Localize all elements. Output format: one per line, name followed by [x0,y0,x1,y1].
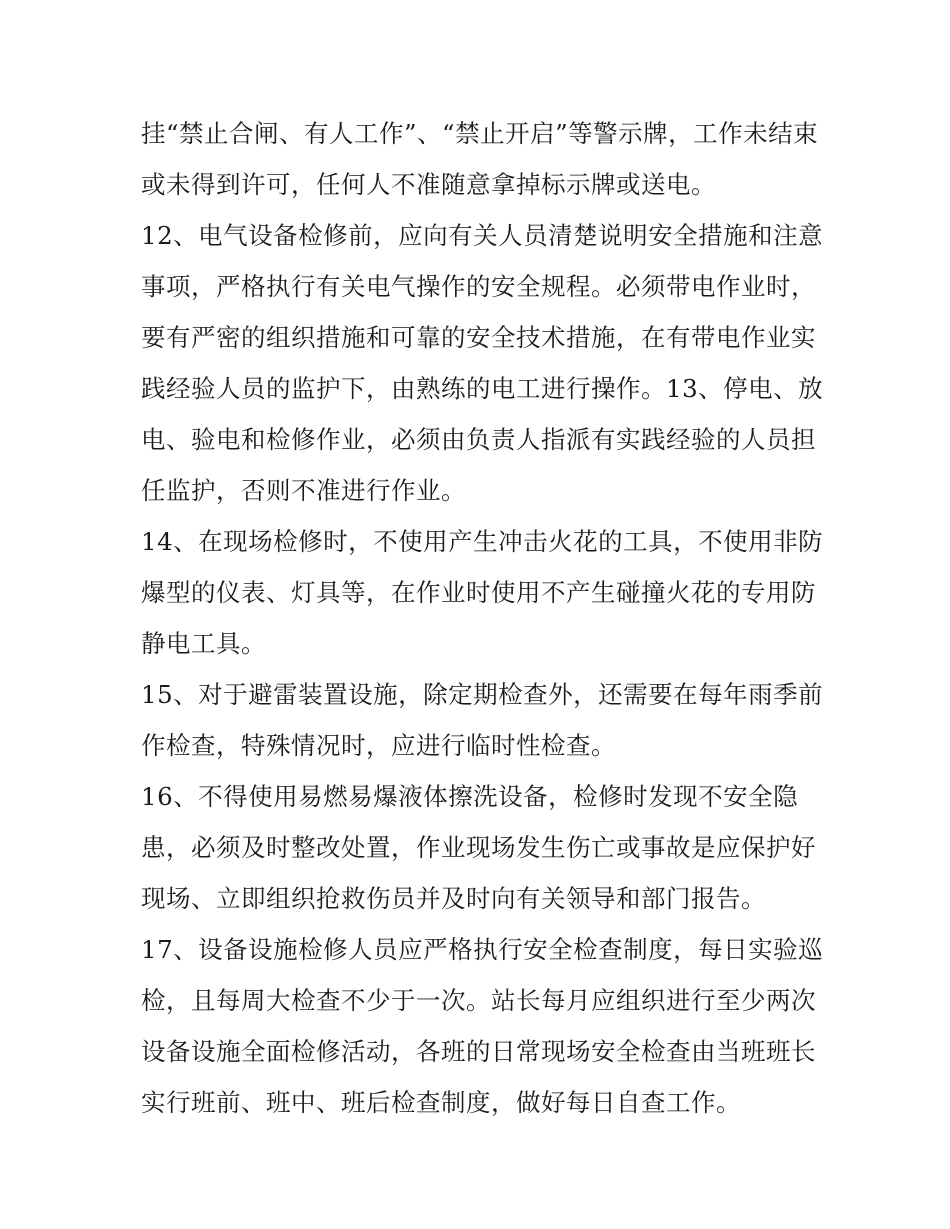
text-line: 实行班前、班中、班后检查制度，做好每日自查工作。 [141,1088,741,1117]
text-line: 检，且每周大检查不少于一次。站长每月应组织进行至少两次 [141,986,816,1015]
text-line: 挂“禁止合闸、有人工作”、“禁止开启”等警示牌，工作未结束 [141,119,819,148]
text-line: 患，必须及时整改处置，作业现场发生伤亡或事故是应保护好 [141,833,816,862]
text-line: 事项，严格执行有关电气操作的安全规程。必须带电作业时， [141,272,816,301]
text-line: 任监护，否则不准进行作业。 [141,476,466,505]
document-body [141,108,824,1128]
text-line: 12、电气设备检修前，应向有关人员清楚说明安全措施和注意 [141,221,824,250]
text-line: 16、不得使用易燃易爆液体擦洗设备，检修时发现不安全隐 [141,782,799,811]
text-line: 设备设施全面检修活动，各班的日常现场安全检查由当班班长 [141,1037,816,1066]
text-line: 或未得到许可，任何人不准随意拿掉标示牌或送电。 [141,170,716,199]
text-line: 要有严密的组织措施和可靠的安全技术措施，在有带电作业实 [141,323,816,352]
text-line: 17、设备设施检修人员应严格执行安全检查制度，每日实验巡 [141,935,824,964]
text-line: 15、对于避雷装置设施，除定期检查外，还需要在每年雨季前 [141,680,824,709]
text-line: 爆型的仪表、灯具等，在作业时使用不产生碰撞火花的专用防 [141,578,816,607]
text-line: 14、在现场检修时，不使用产生冲击火花的工具，不使用非防 [141,527,824,556]
text-line: 践经验人员的监护下，由熟练的电工进行操作。13、停电、放 [141,374,824,403]
text-line: 静电工具。 [141,629,266,658]
text-line: 电、验电和检修作业，必须由负责人指派有实践经验的人员担 [141,425,816,454]
text-line: 现场、立即组织抢救伤员并及时向有关领导和部门报告。 [141,884,766,913]
text-line: 作检查，特殊情况时，应进行临时性检查。 [141,731,616,760]
